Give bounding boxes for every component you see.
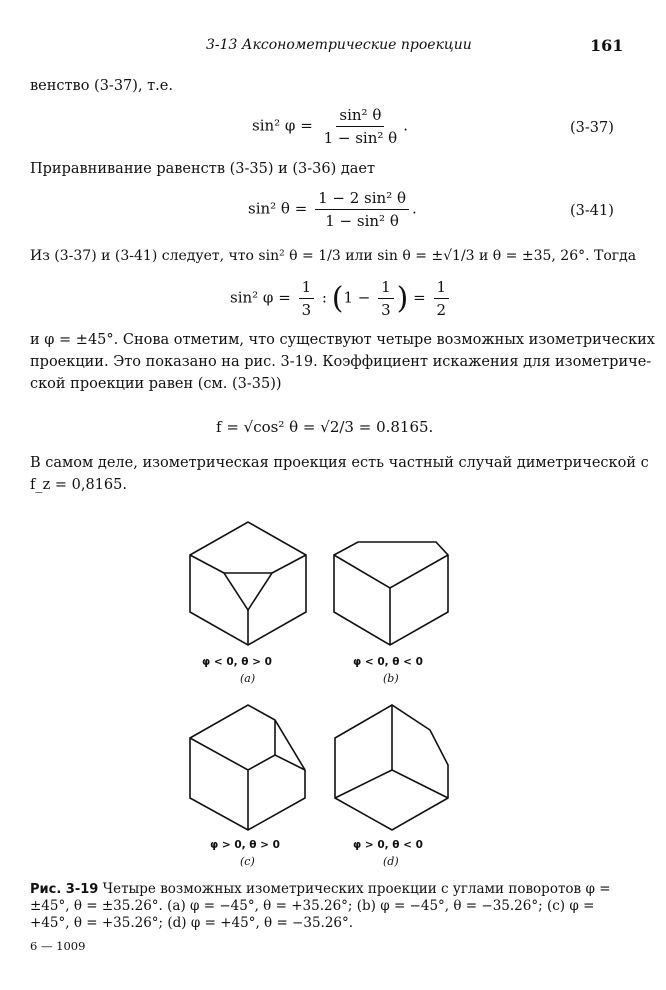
figure-c-letter: (c) — [240, 855, 255, 868]
equation-number-3-41: (3-41) — [570, 203, 614, 219]
figure-a-label: φ < 0, θ > 0 — [202, 656, 272, 668]
page-number: 161 — [590, 36, 624, 55]
paragraph-4-line-2: проекции. Это показано на рис. 3-19. Коэффициент искажения для изометриче- — [30, 354, 652, 370]
caption-prefix: Рис. 3-19 — [30, 882, 99, 897]
eq3-left-paren: ( — [331, 281, 344, 316]
paragraph-2: Приравнивание равенств (3-35) и (3-36) дает — [30, 161, 376, 177]
figure-c-label: φ > 0, θ > 0 — [210, 839, 280, 851]
page-footer: 6 — 1009 — [30, 939, 86, 953]
eq2-lhs: sin² θ = — [248, 199, 308, 218]
figure-d-letter: (d) — [383, 855, 399, 868]
running-header: 3-13 Аксонометрические проекции — [206, 37, 472, 53]
eq1-tail: . — [403, 116, 408, 135]
equation-distortion-factor: f = √cos² θ = √2/3 = 0.8165. — [216, 418, 434, 436]
equation-number-3-37: (3-37) — [570, 120, 614, 136]
paragraph-1: венство (3-37), т.е. — [30, 78, 173, 94]
figure-c-cube — [190, 705, 305, 830]
eq3-frac2-den: 3 — [381, 301, 391, 319]
paragraph-3: Из (3-37) и (3-41) следует, что sin² θ = 1/3 или sin θ = ±√1/3 и θ = ±35, 26°. Тогда — [30, 248, 637, 264]
eq3-frac1-den: 3 — [301, 301, 312, 319]
paragraph-5-line-2: f_z = 0,8165. — [30, 477, 127, 493]
figure-d-cube — [335, 705, 448, 830]
eq2-numerator: 1 − 2 sin² θ — [315, 189, 409, 210]
eq3-mid: 1 − — [343, 288, 371, 307]
eq1-denominator: 1 − sin² θ — [323, 129, 398, 147]
caption-text: Четыре возможных изометрических проекции с углами поворотов φ = ±45°, θ = ±35.26°. (a) φ = −45°, θ = +35.26°; (b) φ = −45°, θ = −35.26°; (c) φ = +45°, θ = +35.26°; (d) φ = +45°, θ = −35.26°. — [30, 881, 611, 931]
eq3-equals: = — [413, 288, 426, 307]
paragraph-4-line-3: ской проекции равен (см. (3-35)) — [30, 376, 282, 392]
figure-d-label: φ > 0, θ < 0 — [353, 839, 423, 851]
eq3-right-paren: ) — [396, 281, 409, 316]
figure-b-cube — [334, 542, 448, 645]
eq3-frac3-num: 1 — [434, 278, 450, 299]
figure-a-letter: (a) — [240, 672, 256, 685]
eq3-frac2-num: 1 — [378, 278, 394, 299]
paragraph-4-line-1: и φ = ±45°. Снова отметим, что существуют четыре возможных изометрических — [30, 332, 655, 348]
eq3-frac1-num: 1 — [299, 278, 315, 299]
eq3-lhs: sin² φ = — [230, 288, 291, 307]
eq3-colon: : — [321, 288, 327, 307]
figure-b-label: φ < 0, θ < 0 — [353, 656, 423, 668]
eq2-denominator: 1 − sin² θ — [325, 212, 399, 230]
paragraph-5-line-1: В самом деле, изометрическая проекция есть частный случай диметрической с — [30, 455, 649, 471]
eq1-numerator: sin² θ — [336, 106, 384, 127]
eq3-frac3-den: 2 — [436, 301, 447, 319]
eq1-lhs: sin² φ = — [252, 116, 313, 135]
eq2-tail: . — [412, 199, 417, 218]
figure-caption — [30, 881, 614, 932]
figure-a-cube — [190, 522, 306, 645]
figure-b-letter: (b) — [383, 672, 399, 685]
